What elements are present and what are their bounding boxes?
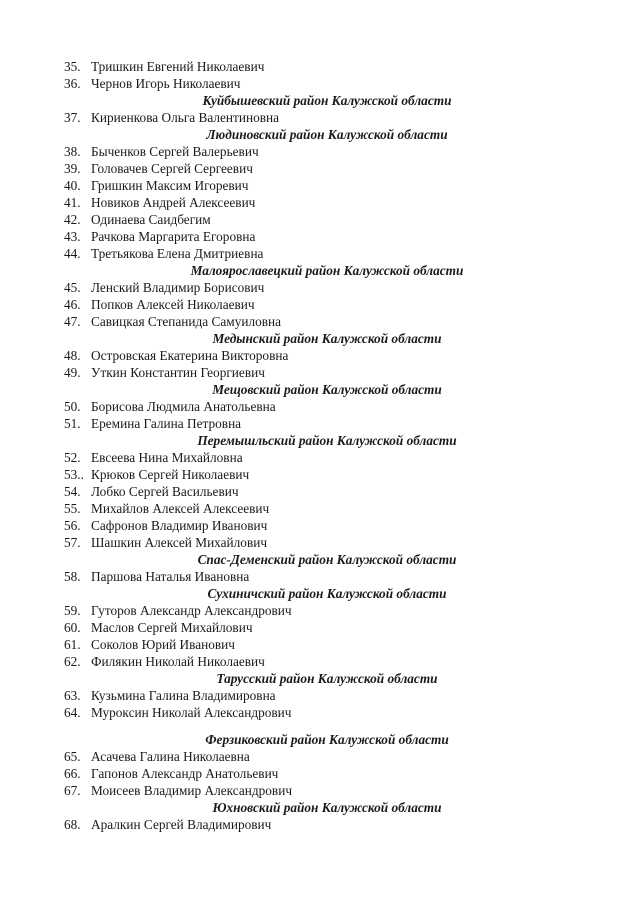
list-item-name: Попков Алексей Николаевич <box>91 297 255 312</box>
list-item <box>0 602 640 619</box>
list-item <box>0 364 640 381</box>
district-heading: Спас-Деменский район Калужской области <box>197 552 457 567</box>
list-item <box>0 466 640 483</box>
list-item <box>0 194 640 211</box>
list-item-name: Гришкин Максим Игоревич <box>91 178 249 193</box>
list-item-name: Быченков Сергей Валерьевич <box>91 144 259 159</box>
list-item-name: Борисова Людмила Анатольевна <box>91 399 276 414</box>
list-item <box>0 211 640 228</box>
list-item <box>0 704 640 721</box>
list-item-name: Островская Екатерина Викторовна <box>91 348 289 363</box>
list-item-number: 59. <box>64 603 81 618</box>
list-item-number: 57. <box>64 535 81 550</box>
list-item <box>0 636 640 653</box>
list-item <box>0 398 640 415</box>
list-item <box>0 313 640 330</box>
district-heading: Ферзиковский район Калужской области <box>205 732 449 747</box>
district-heading: Сухиничский район Калужской области <box>207 586 447 601</box>
list-item-name: Мурoксин Николай Александрович <box>91 705 292 720</box>
list-item-number: 62. <box>64 654 81 669</box>
list-item-number: 63. <box>64 688 81 703</box>
list-item-name: Сафронов Владимир Иванович <box>91 518 268 533</box>
list-item-number: 38. <box>64 144 81 159</box>
list-item <box>0 449 640 466</box>
list-item <box>0 816 640 833</box>
list-item <box>0 568 640 585</box>
list-item-number: 54. <box>64 484 81 499</box>
list-item-number: 35. <box>64 59 81 74</box>
list-item-name: Маслов Сергей Михайлович <box>91 620 253 635</box>
list-item <box>0 143 640 160</box>
list-item-number: 48. <box>64 348 81 363</box>
list-item <box>0 517 640 534</box>
district-heading: Людиновский район Калужской области <box>206 127 448 142</box>
list-item-name: Ленский Владимир Борисович <box>91 280 265 295</box>
list-item <box>0 765 640 782</box>
list-item-name: Евсеева Нина Михайловна <box>91 450 243 465</box>
list-item <box>0 534 640 551</box>
list-item-number: 44. <box>64 246 81 261</box>
list-item-name: Новиков Андрей Алексеевич <box>91 195 256 210</box>
list-item-name: Шашкин Алексей Михайлович <box>91 535 268 550</box>
list-item <box>0 279 640 296</box>
list-item-name: Кузьмина Галина Владимировна <box>91 688 276 703</box>
list-item-number: 47. <box>64 314 81 329</box>
list-item <box>0 228 640 245</box>
district-heading: Куйбышевский район Калужской области <box>202 93 452 108</box>
list-item-name: Филякин Николай Николаевич <box>91 654 265 669</box>
list-item <box>0 500 640 517</box>
list-item-name: Еремина Галина Петровна <box>91 416 242 431</box>
district-heading: Тарусский район Калужской области <box>216 671 438 686</box>
list-item <box>0 177 640 194</box>
list-item <box>0 347 640 364</box>
list-item-name: Аралкин Сергей Владимирович <box>91 817 272 832</box>
list-item <box>0 109 640 126</box>
list-item-number: 39. <box>64 161 81 176</box>
list-item-number: 64. <box>64 705 81 720</box>
list-item-name: Третьякова Елена Дмитриевна <box>91 246 264 261</box>
section-spacer <box>0 721 640 731</box>
list-item-number: 41. <box>64 195 81 210</box>
list-item-number: 67. <box>64 783 81 798</box>
list-item-name: Савицкая Степанида Самуиловна <box>91 314 282 329</box>
list-item-name: Моисеев Владимир Александрович <box>91 783 293 798</box>
list-item-number: 50. <box>64 399 81 414</box>
list-item-name: Кириенкова Ольга Валентиновна <box>91 110 280 125</box>
list-item-number: 46. <box>64 297 81 312</box>
district-heading: Перемышльский район Калужской области <box>197 433 457 448</box>
list-item-number: 52. <box>64 450 81 465</box>
list-item-number: 51. <box>64 416 81 431</box>
list-item-name: Чернов Игорь Николаевич <box>91 76 241 91</box>
list-item <box>0 619 640 636</box>
list-item-number: 66. <box>64 766 81 781</box>
list-item <box>0 483 640 500</box>
list-item <box>0 160 640 177</box>
list-item-number: 61. <box>64 637 81 652</box>
district-heading: Медынский район Калужской области <box>212 331 442 346</box>
list-item-number: 55. <box>64 501 81 516</box>
list-item <box>0 296 640 313</box>
list-item-name: Соколов Юрий Иванович <box>91 637 235 652</box>
list-item-name: Михайлов Алексей Алексеевич <box>91 501 270 516</box>
list-item-number: 43. <box>64 229 81 244</box>
list-item-number: 49. <box>64 365 81 380</box>
list-item-name: Асачева Галина Николаевна <box>91 749 250 764</box>
list-item-name: Гуторов Александр Александрович <box>91 603 292 618</box>
list-item-number: 42. <box>64 212 81 227</box>
list-item <box>0 653 640 670</box>
list-item <box>0 687 640 704</box>
list-item <box>0 415 640 432</box>
list-item-name: Уткин Константин Георгиевич <box>91 365 265 380</box>
list-item <box>0 58 640 75</box>
list-item-name: Одинаева Саидбегим <box>91 212 211 227</box>
district-heading: Юхновский район Калужской области <box>212 800 442 815</box>
list-item <box>0 75 640 92</box>
list-item-name: Крюков Сергей Николаевич <box>91 467 250 482</box>
list-item-number: 37. <box>64 110 81 125</box>
list-item-name: Гапонов Александр Анатольевич <box>91 766 279 781</box>
district-heading: Малоярославецкий район Калужской области <box>190 263 464 278</box>
list-item-number: 56. <box>64 518 81 533</box>
list-item-number: 58. <box>64 569 81 584</box>
list-item-number: 45. <box>64 280 81 295</box>
list-item <box>0 782 640 799</box>
list-item-number: 68. <box>64 817 81 832</box>
list-item-name: Головачев Сергей Сергеевич <box>91 161 253 176</box>
list-item-number: 60. <box>64 620 81 635</box>
district-heading: Мещовский район Калужской области <box>212 382 442 397</box>
list-item <box>0 245 640 262</box>
list-item-name: Лобко Сергей Васильевич <box>91 484 239 499</box>
document-page <box>0 58 640 833</box>
list-item-number: 65. <box>64 749 81 764</box>
list-item-name: Рачкова Маргарита Егоровна <box>91 229 256 244</box>
list-item-name: Тришкин Евгений Николаевич <box>91 59 265 74</box>
list-item-number: 40. <box>64 178 81 193</box>
list-item <box>0 748 640 765</box>
list-item-name: Паршова Наталья Ивановна <box>91 569 250 584</box>
list-item-number: 53.. <box>64 467 84 482</box>
list-item-number: 36. <box>64 76 81 91</box>
